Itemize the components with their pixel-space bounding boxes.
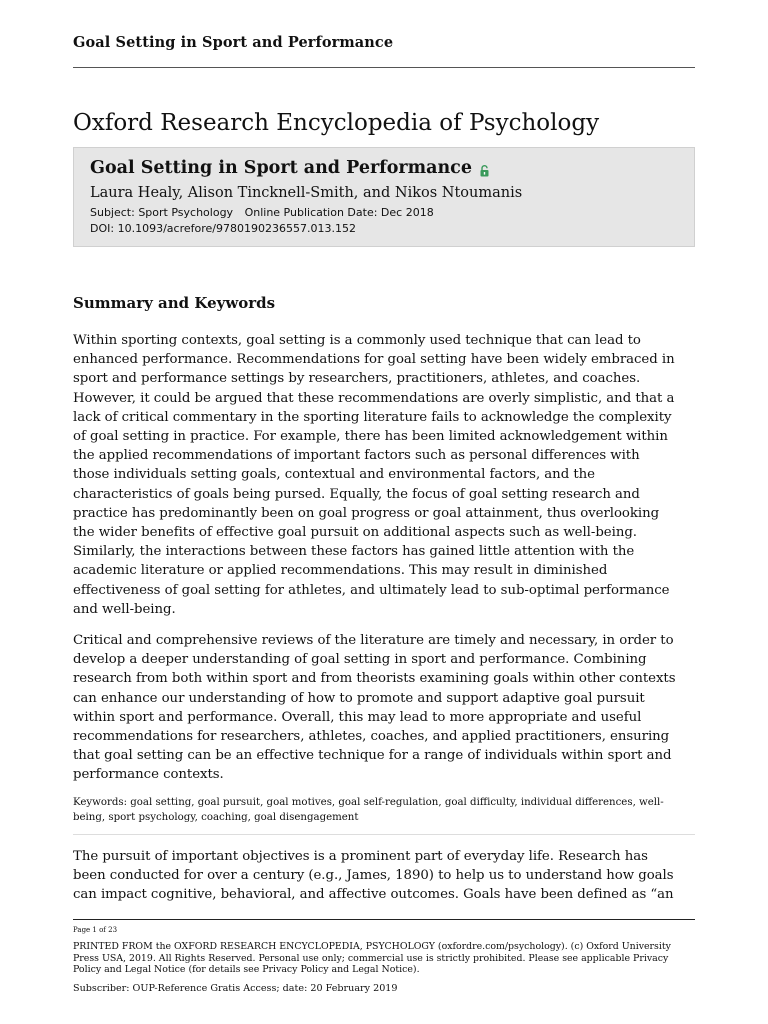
text-line: Critical and comprehensive reviews of the literature are timely and necessary, in order to	[73, 633, 674, 648]
article-subject-line	[90, 206, 678, 219]
doi-value[interactable]: 10.1093/acrefore/9780190236557.013.152	[117, 222, 356, 235]
text-line: enhanced performance. Recommendations for goal setting have been widely embraced in	[73, 352, 675, 368]
doi-label: DOI:	[90, 222, 115, 235]
encyclopedia-title: Oxford Research Encyclopedia of Psychology	[73, 110, 600, 136]
footer-legal-notice	[73, 941, 695, 976]
text-line: However, it could be argued that these recommendations are overly simplistic, and that a	[73, 390, 675, 406]
text-line: develop a deeper understanding of goal setting in sport and performance. Combining	[73, 652, 647, 668]
text-line: Similarly, the interactions between these factors has gained little attention with the	[73, 544, 635, 560]
article-info-box	[73, 147, 695, 247]
legal-line: Press USA, 2019. All Rights Reserved. Personal use only; commercial use is strictly prohibited. Please see applicable Privacy	[73, 952, 669, 964]
keywords-line: being, sport psychology, coaching, goal disengagement	[73, 811, 359, 823]
text-line: of goal setting in practice. For example, there has been limited acknowledgement within	[73, 429, 668, 445]
text-line: can enhance our understanding of how to promote and support adaptive goal pursuit	[73, 690, 645, 706]
summary-paragraph-2	[73, 631, 695, 785]
text-line: The pursuit of important objectives is a prominent part of everyday life. Research has	[73, 849, 648, 864]
keywords-divider	[73, 834, 695, 835]
subject-value[interactable]: Sport Psychology	[138, 206, 234, 219]
legal-line: Policy and Legal Notice (for details see Privacy Policy and Legal Notice).	[73, 964, 420, 975]
text-line: recommendations for researchers, athletes, coaches, and applied practitioners, ensuring	[73, 729, 670, 745]
text-line: been conducted for over a century (e.g., James, 1890) to help us to understand how goals	[73, 868, 674, 884]
body-paragraph-1	[73, 847, 695, 905]
keywords	[73, 796, 695, 825]
summary-paragraph-1	[73, 331, 695, 619]
subject-label: Subject:	[90, 206, 135, 219]
article-title-row	[90, 158, 678, 178]
text-line: and well-being.	[73, 601, 176, 617]
text-line: academic literature or applied recommendations. This may result in diminished	[73, 563, 608, 579]
article-authors: Laura Healy, Alison Tincknell-Smith, and Nikos Ntoumanis	[90, 185, 523, 201]
keywords-line: Keywords: goal setting, goal pursuit, goal motives, goal self-regulation, goal difficulty, individual differences, well-	[73, 797, 664, 808]
text-line: the applied recommendations of important factors such as personal differences with	[73, 448, 640, 464]
text-line: research from both within sport and from theorists examining goals within other contexts	[73, 671, 676, 687]
page-number: Page 1 of 23	[73, 926, 118, 934]
article-title: Goal Setting in Sport and Performance	[90, 158, 472, 178]
summary-heading: Summary and Keywords	[73, 294, 276, 312]
text-line: that goal setting can be an effective technique for a range of individuals within sport and	[73, 748, 672, 764]
pubdate-label: Online Publication Date:	[244, 206, 378, 219]
article-doi-line	[90, 222, 678, 235]
footer-divider	[73, 919, 695, 920]
text-line: effectiveness of goal setting for athletes, and ultimately lead to sub-optimal performance	[73, 582, 670, 598]
text-line: performance contexts.	[73, 767, 224, 783]
pubdate-value: Dec 2018	[380, 206, 434, 219]
text-line: within sport and performance. Overall, this may lead to more appropriate and useful	[73, 709, 642, 725]
text-line: can impact cognitive, behavioral, and affective outcomes. Goals have been defined as “an	[73, 887, 674, 903]
text-line: those individuals setting goals, contextual and environmental factors, and the	[73, 467, 595, 483]
header-divider	[73, 67, 695, 68]
text-line: Within sporting contexts, goal setting is a commonly used technique that can lead to	[73, 333, 641, 348]
open-access-lock-icon	[480, 162, 489, 174]
legal-line: PRINTED FROM the OXFORD RESEARCH ENCYCLOPEDIA, PSYCHOLOGY (oxfordre.com/psychology). (c) Oxford University	[73, 941, 671, 952]
text-line: the wider benefits of effective goal pursuit on additional aspects such as well-being.	[73, 525, 637, 541]
text-line: characteristics of goals being pursed. Equally, the focus of goal setting research and	[73, 486, 640, 502]
running-header: Goal Setting in Sport and Performance	[73, 34, 394, 51]
subscriber-info: Subscriber: OUP-Reference Gratis Access; date: 20 February 2019	[73, 983, 398, 994]
text-line: lack of critical commentary in the sporting literature fails to acknowledge the complexity	[73, 409, 672, 425]
text-line: sport and performance settings by researchers, practitioners, athletes, and coaches.	[73, 371, 641, 387]
text-line: practice has predominantly been on goal progress or goal attainment, thus overlooking	[73, 505, 660, 521]
